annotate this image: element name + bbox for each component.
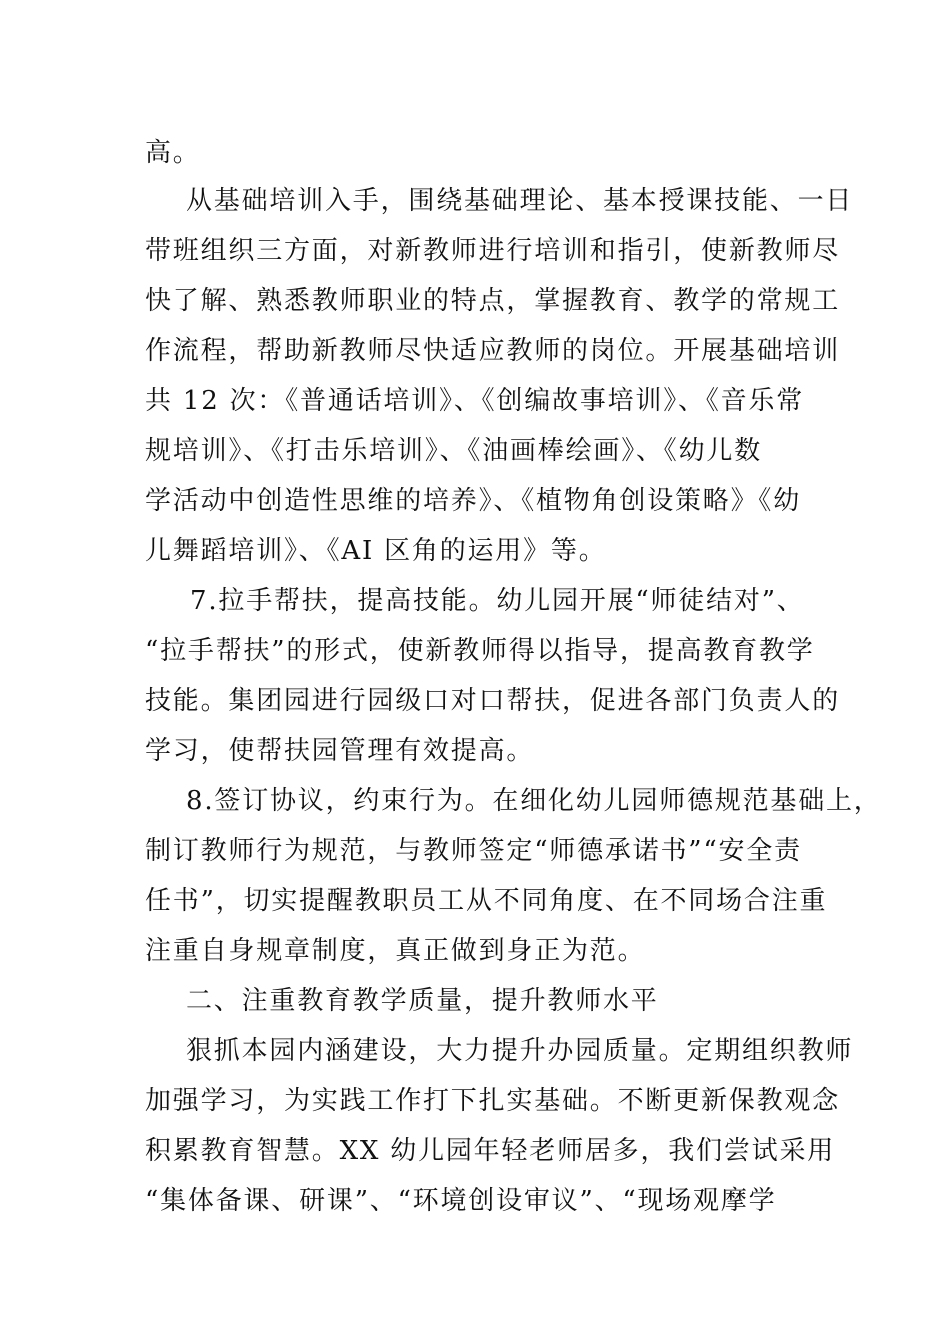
text-line: 技能。集团园进行园级口对口帮扶，促进各部门负责人的	[145, 686, 841, 716]
text-line: 作流程，帮助新教师尽快适应教师的岗位。开展基础培训	[145, 336, 841, 366]
text-line: 注重自身规章制度，真正做到身正为范。	[145, 936, 646, 966]
text-line: 加强学习，为实践工作打下扎实基础。不断更新保教观念	[145, 1086, 841, 1116]
text-line: 儿舞蹈培训》、《AI 区角的运用》等。	[145, 536, 607, 566]
text-line: 制订教师行为规范，与教师签定“师德承诺书”“安全责	[145, 836, 802, 866]
text-line: 规培训》、《打击乐培训》、《油画棒绘画》、《幼儿数	[145, 436, 763, 466]
paragraph-start-line: 7.拉手帮扶，提高技能。幼儿园开展“师徒结对”、	[190, 586, 805, 616]
section-heading: 二、注重教育教学质量，提升教师水平	[186, 986, 659, 1016]
text-line: 学习，使帮扶园管理有效提高。	[145, 736, 535, 766]
text-line: 带班组织三方面，对新教师进行培训和指引，使新教师尽	[145, 236, 841, 266]
text-line: 共 12 次：《普通话培训》、《创编故事培训》、《音乐常	[145, 386, 805, 416]
paragraph-start-line: 从基础培训入手，围绕基础理论、基本授课技能、一日	[186, 186, 854, 216]
text-line: 任书”，切实提醒教职员工从不同角度、在不同场合注重	[145, 886, 828, 916]
text-line: “拉手帮扶”的形式，使新教师得以指导，提高教育教学	[145, 636, 815, 666]
text-line: 学活动中创造性思维的培养》、《植物角创设策略》《幼	[145, 486, 802, 516]
text-line: 快了解、熟悉教师职业的特点，掌握教育、教学的常规工	[145, 286, 841, 316]
paragraph-start-line: 狠抓本园内涵建设，大力提升办园质量。定期组织教师	[186, 1036, 854, 1066]
text-line: 积累教育智慧。XX 幼儿园年轻老师居多，我们尝试采用	[145, 1136, 836, 1166]
paragraph-start-line: 8.签订协议，约束行为。在细化幼儿园师德规范基础上，	[186, 786, 882, 816]
text-line: “集体备课、研课”、“环境创设审议”、“现场观摩学	[145, 1186, 777, 1216]
text-line: 高。	[145, 138, 201, 168]
